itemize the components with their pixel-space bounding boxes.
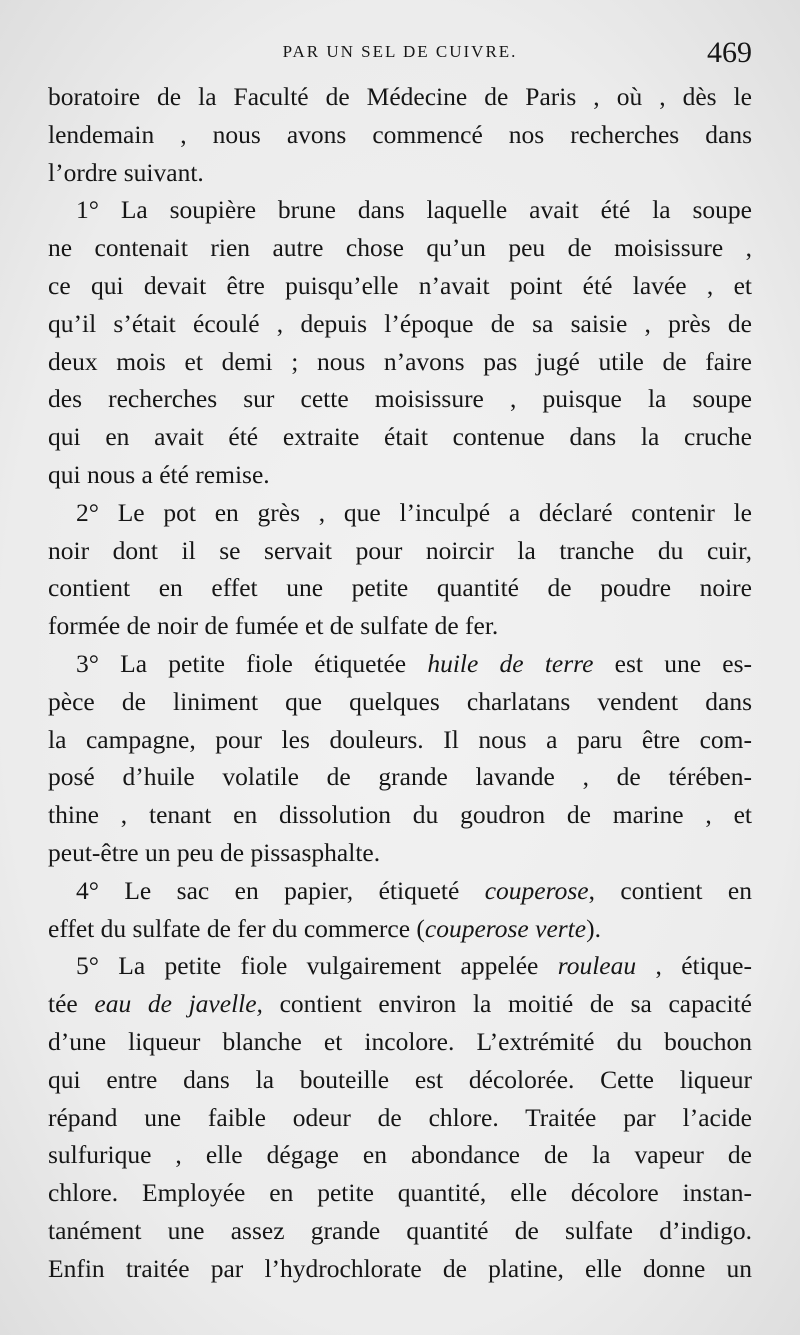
text-line: boratoire de la Faculté de Médecine de Paris , où , dès le [48,82,752,111]
text-line: qui entre dans la bouteille est décolorée. Cette liqueur [48,1064,752,1094]
text-line: thine , tenant en dissolution du goudron de marine , et [48,800,752,830]
text-run: effet du sulfate de fer du commerce ( [48,913,425,943]
text-run: , étique- [636,951,752,981]
italic-term: rouleau [557,951,637,981]
italic-term: couperose [484,875,589,905]
text-line: 2° Le pot en grès , que l’inculpé a déclaré contenir le [76,497,752,527]
text-line: peut-être un peu de pissasphalte. [48,837,381,867]
text-line: ne contenait rien autre chose qu’un peu de moisissure , [48,233,752,263]
text-line [48,910,752,948]
text-line: qu’il s’était écoulé , depuis l’époque de sa saisie , près de [48,308,752,338]
text-line: répand une faible odeur de chlore. Traitée par l’acide [48,1102,752,1132]
text-run: contient environ la moitié de sa capacité [262,989,752,1019]
text-run: 5° La petite fiole vulgairement appelée [76,951,558,981]
page-header [48,30,752,84]
text-line: qui en avait été extraite était contenue dans la cruche [48,422,752,452]
text-line: ce qui devait être puisqu’elle n’avait point été lavée , et [48,270,752,300]
text-line: la campagne, pour les douleurs. Il nous a paru être com- [48,724,752,754]
text-run: 4° Le sac en papier, étiqueté [76,875,485,905]
text-line: 1° La soupière brune dans laquelle avait été la soupe [76,195,752,225]
text-line: qui nous a été remise. [48,459,270,489]
italic-term: eau de javelle, [94,989,263,1019]
text-line: lendemain , nous avons commencé nos recherches dans [48,119,752,149]
text-line [48,872,752,910]
text-line: chlore. Employée en petite quantité, elle décolore instan- [48,1178,752,1208]
body-text [48,78,752,1288]
text-line: l’ordre suivant. [48,157,204,187]
text-line: posé d’huile volatile de grande lavande , de térében- [48,762,752,792]
text-line [48,947,752,985]
text-line: sulfurique , elle dégage en abondance de la vapeur de [48,1140,752,1170]
text-line: pèce de liniment que quelques charlatans vendent dans [48,686,752,716]
italic-term: huile de terre [427,648,594,678]
page-number: 469 [707,36,752,69]
text-line [48,645,752,683]
text-line: des recherches sur cette moisissure , puisque la soupe [48,384,752,414]
text-run: est une es- [593,648,752,678]
text-line: tanément une assez grande quantité de sulfate d’indigo. [48,1215,752,1245]
text-line: Enfin traitée par l’hydrochlorate de platine, elle donne un [48,1253,752,1283]
text-line: noir dont il se servait pour noircir la tranche du cuir, [48,535,752,565]
text-run: tée [48,989,95,1019]
text-run: , contient en [588,875,752,905]
italic-term: couperose verte [424,913,587,943]
text-line: deux mois et demi ; nous n’avons pas jugé utile de faire [48,346,752,376]
text-line [48,985,752,1023]
text-run: ). [586,913,601,943]
text-line: formée de noir de fumée et de sulfate de fer. [48,611,499,641]
text-run: 3° La petite fiole étiquetée [76,648,428,678]
text-line: d’une liqueur blanche et incolore. L’extrémité du bouchon [48,1026,752,1056]
text-line: contient en effet une petite quantité de poudre noire [48,573,752,603]
running-title: PAR UN SEL DE CUIVRE. [282,42,518,61]
